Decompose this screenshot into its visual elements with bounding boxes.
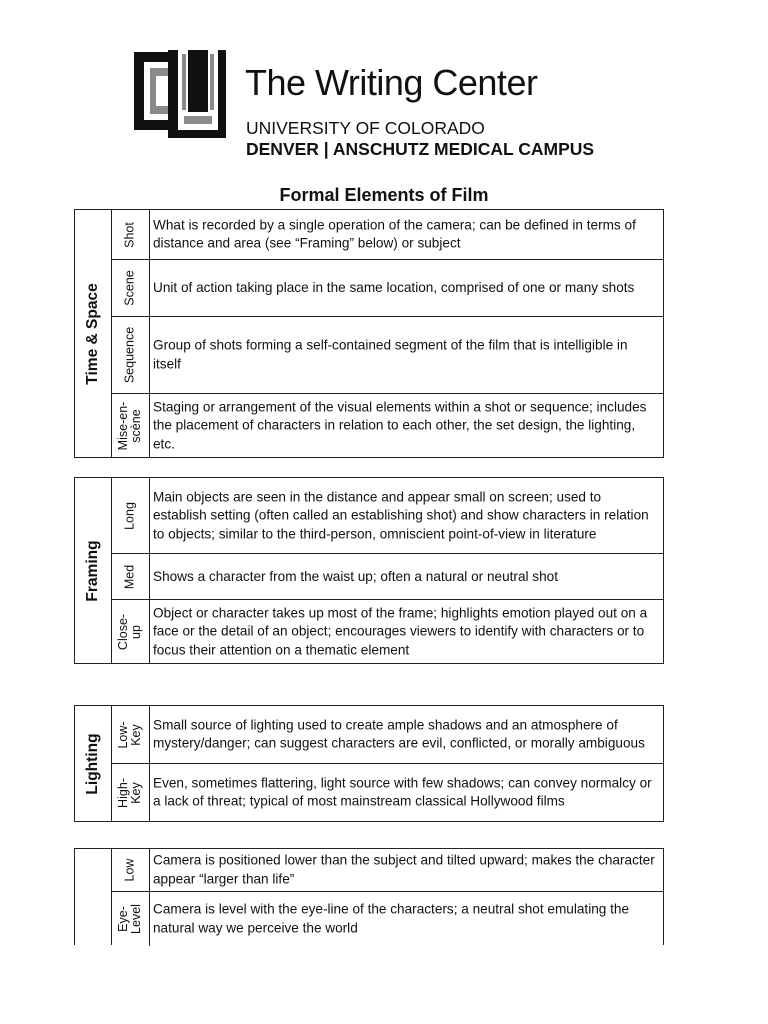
table-row: [111, 600, 663, 663]
term-label: Sequence: [122, 326, 137, 384]
time-space-table: [74, 209, 664, 458]
term-label: Close- up: [116, 613, 143, 650]
term-definition: Shows a character from the waist up; often a natural or neutral shot: [153, 568, 559, 584]
campus-name: DENVER | ANSCHUTZ MEDICAL CAMPUS: [246, 139, 595, 159]
term-definition: Staging or arrangement of the visual elements within a shot or sequence; includes the placement of characters in relation to each other, the set design, the lighting, etc.: [153, 398, 647, 451]
table-row: [111, 317, 663, 394]
category-label: Framing: [84, 539, 101, 602]
framing-table: [74, 477, 664, 664]
term-definition: Main objects are seen in the distance and appear small on screen; used to establish setting (often called an establishing shot) and show characters in relation to objects; similar to the third-person, omniscient point-of-view in literature: [153, 488, 649, 541]
category-cell: [75, 210, 112, 457]
table-row: [111, 260, 663, 317]
term-definition: Group of shots forming a self-contained segment of the film that is intelligible in itself: [153, 337, 628, 371]
table-row: [111, 892, 663, 946]
category-cell: [75, 478, 112, 663]
term-label: Mise-en- scène: [116, 401, 143, 450]
category-label: Time & Space: [84, 282, 101, 385]
page-title: Formal Elements of Film: [279, 185, 489, 205]
term-definition: Camera is level with the eye-line of the characters; a neutral shot emulating the natural way we perceive the world: [153, 901, 630, 935]
term-definition: Small source of lighting used to create ample shadows and an atmosphere of mystery/danger; can suggest characters are evil, conflicted, or morally ambiguous: [153, 717, 645, 751]
table-row: [111, 210, 663, 260]
term-label: Scene: [122, 270, 137, 306]
lighting-table: [74, 705, 664, 822]
term-label: Low: [122, 858, 137, 882]
term-definition: Unit of action taking place in the same location, comprised of one or many shots: [153, 279, 635, 295]
term-label: Low- Key: [116, 720, 143, 749]
term-label: Eye- Level: [116, 904, 143, 934]
term-label: Long: [122, 501, 137, 530]
table-row: [111, 764, 663, 821]
table-row: [111, 478, 663, 554]
university-name: UNIVERSITY OF COLORADO: [246, 118, 485, 138]
header: [0, 0, 768, 175]
angle-table: [74, 848, 664, 945]
term-label: Shot: [122, 221, 137, 248]
cu-logo-icon: [132, 46, 228, 142]
category-label: Lighting: [84, 732, 101, 795]
term-definition: Even, sometimes flattering, light source with few shadows; can convey normalcy or a lack of threat; typical of most mainstream classical Hollywood films: [153, 775, 652, 809]
table-row: [111, 706, 663, 764]
term-label: High- Key: [116, 777, 143, 808]
term-definition: Object or character takes up most of the frame; highlights emotion played out on a face or the detail of an object; encourages viewers to identify with characters or to focus their attention on a thematic element: [153, 604, 648, 657]
category-cell: [75, 706, 112, 821]
term-label: Med: [122, 564, 137, 589]
table-row: [111, 849, 663, 892]
category-cell: [75, 849, 112, 945]
brand-title: The Writing Center: [245, 62, 538, 103]
term-definition: Camera is positioned lower than the subject and tilted upward; makes the character appear “larger than life”: [153, 852, 655, 886]
term-definition: What is recorded by a single operation of the camera; can be defined in terms of distance and area (see “Framing” below) or subject: [153, 217, 636, 251]
table-row: [111, 554, 663, 600]
table-row: [111, 394, 663, 457]
